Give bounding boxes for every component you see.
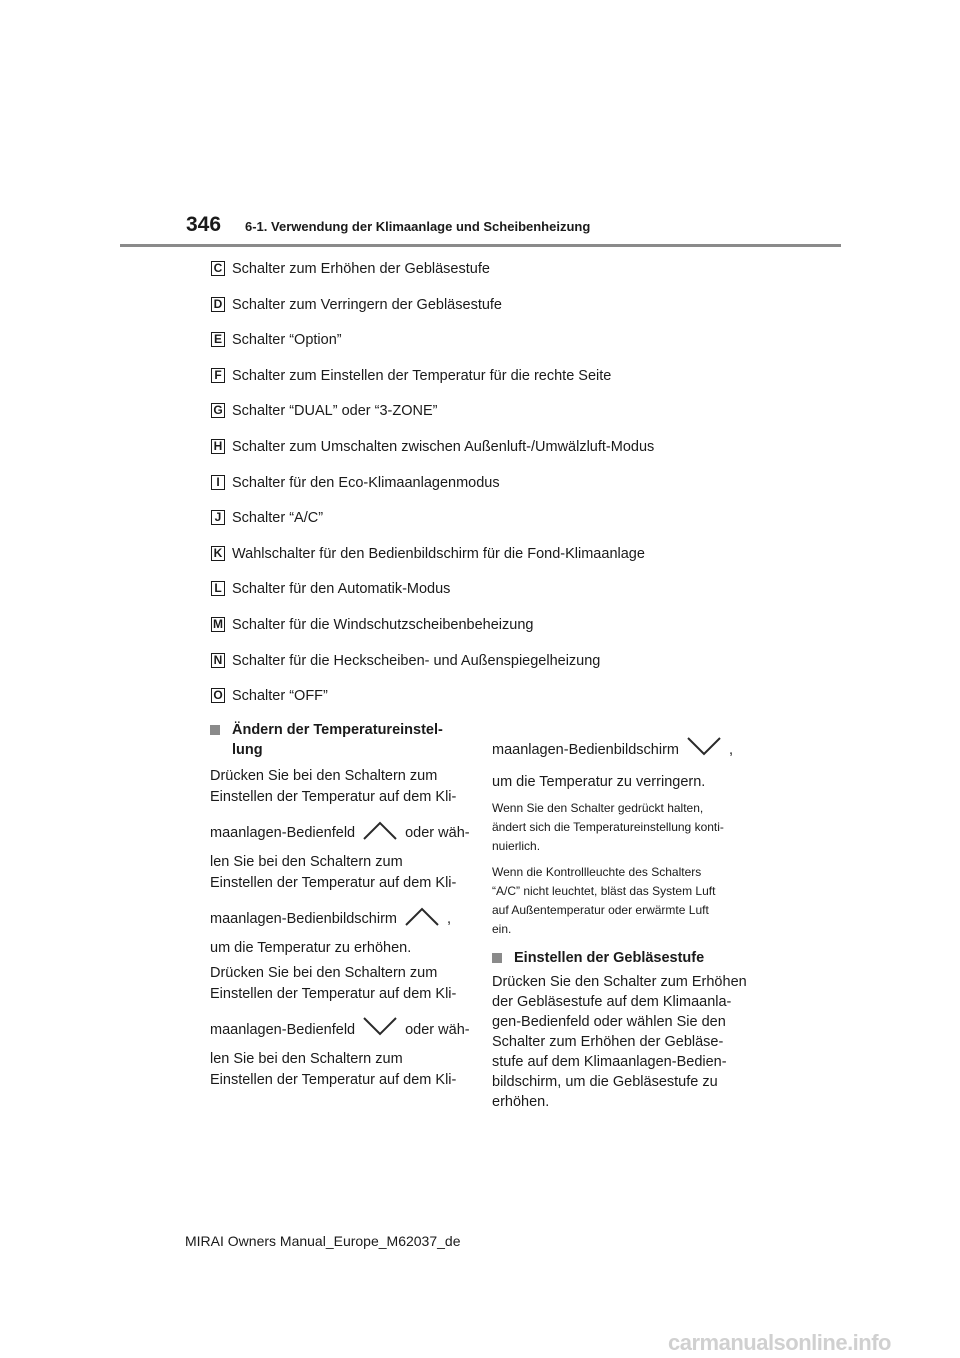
- text-line: der Gebläsestufe auf dem Klimaanla-: [492, 994, 732, 1010]
- text-line: “A/C” nicht leuchtet, bläst das System Luft: [492, 884, 716, 898]
- text-fragment: oder wäh-: [405, 1022, 470, 1038]
- text-line: ändert sich die Temperatureinstellung konti-: [492, 820, 724, 834]
- paragraph-increase-fan-speed: [492, 972, 754, 1112]
- text-fragment: oder wäh-: [405, 825, 470, 841]
- text-line: [210, 905, 472, 929]
- legend-letter: N: [211, 653, 225, 668]
- text-line: gen-Bedienfeld oder wählen Sie den: [492, 1014, 726, 1030]
- legend-letter: E: [211, 332, 225, 347]
- text-fragment: maanlagen-Bedienfeld: [210, 1022, 356, 1038]
- chevron-up-icon: [361, 819, 399, 841]
- text-line: len Sie bei den Schaltern zum: [210, 1051, 403, 1067]
- text-line: Drücken Sie bei den Schaltern zum: [210, 768, 438, 784]
- text-line: Wenn die Kontrollleuchte des Schalters: [492, 865, 702, 879]
- paragraph-decrease-temperature: [210, 963, 472, 1090]
- square-bullet-icon: [492, 953, 502, 963]
- legend-letter: K: [211, 546, 225, 561]
- legend-letter: H: [211, 439, 225, 454]
- heading-line: Ändern der Temperatureinstel-: [232, 722, 443, 738]
- legend-letter: D: [211, 297, 225, 312]
- text-line: nuierlich.: [492, 839, 541, 853]
- text-fragment: ,: [729, 742, 734, 758]
- legend-text: Schalter “A/C”: [232, 510, 324, 527]
- text-line: um die Temperatur zu verringern.: [492, 774, 706, 790]
- legend-text: Schalter zum Erhöhen der Gebläsestufe: [232, 261, 490, 277]
- footer-manual-name: MIRAI Owners Manual_Europe_M62037_de: [185, 1233, 461, 1249]
- legend-text: Schalter für die Windschutzscheibenbeheizung: [232, 617, 534, 633]
- page-number: 346: [186, 213, 222, 236]
- legend-text: Schalter zum Verringern der Gebläsestufe: [232, 296, 502, 313]
- text-line: bildschirm, um die Gebläsestufe zu: [492, 1074, 718, 1090]
- text-line: Wenn Sie den Schalter gedrückt halten,: [492, 801, 704, 815]
- text-line: Einstellen der Temperatur auf dem Kli-: [210, 1072, 457, 1088]
- legend-text: Schalter “Option”: [232, 332, 342, 349]
- legend-text: Schalter zum Einstellen der Temperatur für die rechte Seite: [232, 367, 612, 384]
- text-fragment: ,: [447, 911, 452, 927]
- chevron-up-icon: [403, 905, 441, 927]
- legend-letter: G: [211, 403, 225, 418]
- legend-letter: M: [213, 617, 223, 631]
- watermark: carmanualsonline.info: [668, 1330, 891, 1355]
- heading-line: lung: [232, 742, 263, 758]
- legend-letter: L: [211, 581, 225, 596]
- text-line: ein.: [492, 922, 512, 936]
- text-line: [492, 736, 754, 760]
- right-column: [492, 736, 754, 1112]
- legend-text: Schalter “OFF”: [232, 688, 328, 705]
- text-fragment: maanlagen-Bedienbildschirm: [210, 911, 397, 927]
- subsection-heading-temperature: [210, 720, 472, 760]
- legend-letter: J: [211, 510, 225, 525]
- text-line: um die Temperatur zu erhöhen.: [210, 940, 412, 956]
- text-line: [210, 819, 472, 843]
- legend-letter: I: [211, 475, 225, 490]
- legend-letter: F: [211, 368, 225, 383]
- legend-text: Schalter für den Automatik-Modus: [232, 581, 451, 598]
- paragraph-increase-temperature: [210, 766, 472, 958]
- text-fragment: maanlagen-Bedienfeld: [210, 825, 356, 841]
- text-line: Drücken Sie den Schalter zum Erhöhen: [492, 974, 747, 990]
- paragraph-decrease-temperature-cont: [492, 736, 754, 792]
- text-line: Einstellen der Temperatur auf dem Kli-: [210, 789, 457, 805]
- heading-line: Einstellen der Gebläsestufe: [514, 950, 705, 966]
- legend-text: Schalter für die Heckscheiben- und Außenspiegelheizung: [232, 652, 601, 669]
- note-hold-switch: [492, 799, 754, 856]
- legend-letter: O: [211, 688, 225, 703]
- text-line: stufe auf dem Klimaanlagen-Bedien-: [492, 1054, 727, 1070]
- legend-text: Schalter zum Umschalten zwischen Außenluft-/Umwälzluft-Modus: [232, 439, 655, 455]
- legend-text: Schalter “DUAL” oder “3-ZONE”: [232, 403, 438, 420]
- header-divider: [120, 244, 841, 247]
- left-column: [210, 720, 472, 1090]
- text-line: Drücken Sie bei den Schaltern zum: [210, 965, 438, 981]
- text-line: auf Außentemperatur oder erwärmte Luft: [492, 903, 709, 917]
- chevron-down-icon: [361, 1016, 399, 1038]
- text-line: erhöhen.: [492, 1094, 550, 1110]
- legend-text: Schalter für den Eco-Klimaanlagenmodus: [232, 474, 500, 491]
- section-title: 6-1. Verwendung der Klimaanlage und Scheibenheizung: [245, 219, 591, 234]
- text-line: len Sie bei den Schaltern zum: [210, 854, 403, 870]
- text-line: Einstellen der Temperatur auf dem Kli-: [210, 986, 457, 1002]
- legend-text: Wahlschalter für den Bedienbildschirm für die Fond-Klimaanlage: [232, 545, 645, 562]
- text-fragment: maanlagen-Bedienbildschirm: [492, 742, 679, 758]
- text-line: [210, 1016, 472, 1040]
- note-ac-indicator: [492, 863, 754, 939]
- square-bullet-icon: [210, 725, 220, 735]
- text-line: Schalter zum Erhöhen der Gebläse-: [492, 1034, 724, 1050]
- subsection-heading-fan-speed: [492, 948, 754, 968]
- text-line: Einstellen der Temperatur auf dem Kli-: [210, 875, 457, 891]
- chevron-down-icon: [685, 736, 723, 758]
- legend-letter: C: [211, 261, 225, 276]
